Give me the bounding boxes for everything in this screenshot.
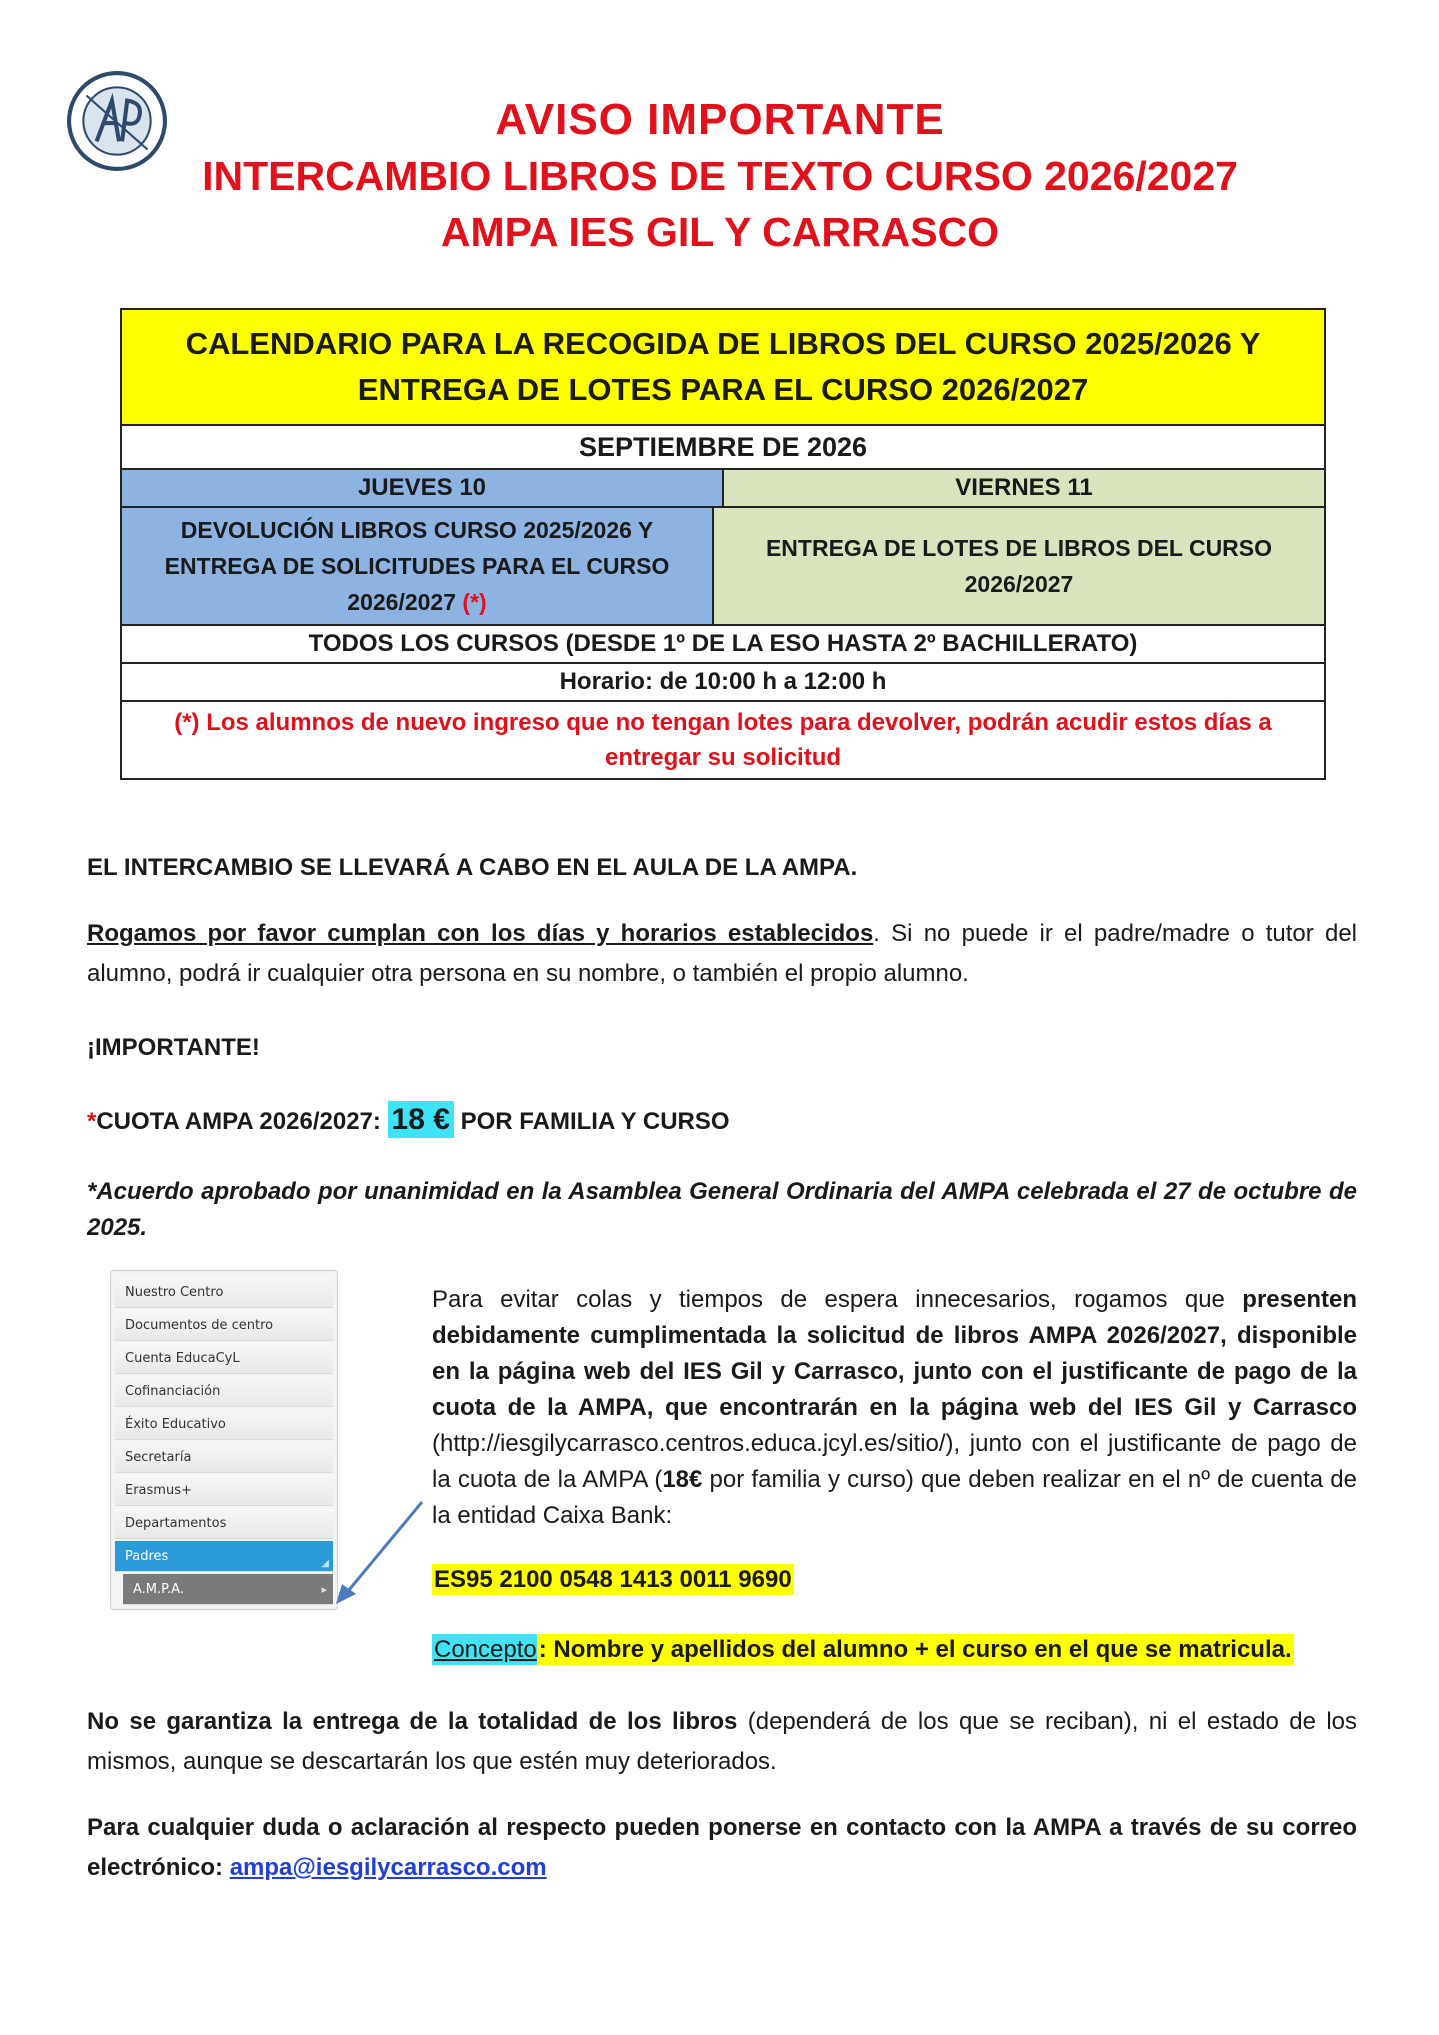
school-logo-icon <box>66 70 168 172</box>
calendar-activities-row <box>122 508 1324 626</box>
concept-text: : Nombre y apellidos del alumno + el curso en el que se matricula. <box>538 1636 1292 1663</box>
thursday-activity: DEVOLUCIÓN LIBROS CURSO 2025/2026 Y ENTREGA DE SOLICITUDES PARA EL CURSO 2026/2027 (*) <box>164 517 670 615</box>
concept-line <box>432 1630 1357 1670</box>
calendar-table <box>120 308 1326 780</box>
concept-label: Concepto <box>434 1636 537 1663</box>
iban-number: ES95 2100 0548 1413 0011 9690 <box>434 1566 792 1593</box>
day-friday: VIERNES 11 <box>724 470 1324 506</box>
menu-item-departamentos[interactable]: Departamentos <box>115 1508 333 1539</box>
menu-item-ampa[interactable]: A.M.P.A. ▸ <box>123 1574 333 1605</box>
menu-item-erasmus[interactable]: Erasmus+ <box>115 1475 333 1506</box>
title-ampa: AMPA IES GIL Y CARRASCO <box>440 209 1000 255</box>
important-label: ¡IMPORTANTE! <box>87 1034 260 1061</box>
menu-item-exito-educativo[interactable]: Éxito Educativo <box>115 1409 333 1440</box>
location-text: EL INTERCAMBIO SE LLEVARÁ A CABO EN EL AULA DE LA AMPA. <box>87 854 858 881</box>
website-menu-screenshot <box>110 1270 338 1610</box>
guarantee-paragraph: No se garantiza la entrega de la totalidad de los libros (dependerá de los que se reciban), ni el estado de los mismos, aunque se descartarán los que estén muy deteriorados. <box>87 1708 1357 1775</box>
calendar-footnote: (*) Los alumnos de nuevo ingreso que no tengan lotes para devolver, podrán acudir estos días a entregar su solicitud <box>174 709 1272 771</box>
contact-paragraph: Para cualquier duda o aclaración al respecto pueden ponerse en contacto con la AMPA a través de su correo electrónico: ampa@iesgilycarrasco.com <box>87 1814 1357 1881</box>
thursday-activity-cell <box>122 508 714 624</box>
menu-item-cofinanciacion[interactable]: Cofinanciación <box>115 1376 333 1407</box>
request-paragraph <box>87 914 1357 994</box>
calendar-hours: Horario: de 10:00 h a 12:00 h <box>122 664 1324 702</box>
calendar-days-row <box>122 470 1324 508</box>
arrow-pointer-icon <box>330 1496 430 1606</box>
day-thursday: JUEVES 10 <box>122 470 724 506</box>
menu-item-nuestro-centro[interactable]: Nuestro Centro <box>115 1277 333 1308</box>
menu-item-padres[interactable]: Padres ◢ <box>115 1541 333 1572</box>
fee-label: CUOTA AMPA 2026/2027: <box>96 1108 388 1135</box>
calendar-heading: CALENDARIO PARA LA RECOGIDA DE LIBROS DEL CURSO 2025/2026 Y ENTREGA DE LOTES PARA EL CURSO 2026/2027 <box>122 310 1324 426</box>
agreement-text: *Acuerdo aprobado por unanimidad en la Asamblea General Ordinaria del AMPA celebrada el 27 de octubre de 2025. <box>87 1178 1357 1241</box>
calendar-month: SEPTIEMBRE DE 2026 <box>122 426 1324 470</box>
friday-activity: ENTREGA DE LOTES DE LIBROS DEL CURSO 2026/2027 <box>714 508 1324 624</box>
iban-line <box>432 1560 1357 1600</box>
menu-item-secretaria[interactable]: Secretaría <box>115 1442 333 1473</box>
fee-amount: 18 € <box>388 1101 454 1138</box>
fee-star: * <box>87 1108 97 1135</box>
footnote-mark: (*) <box>462 589 487 615</box>
menu-item-documentos[interactable]: Documentos de centro <box>115 1310 333 1341</box>
title-exchange: INTERCAMBIO LIBROS DE TEXTO CURSO 2026/2027 <box>202 153 1238 199</box>
request-rest: . Si no puede ir el padre/madre o tutor del alumno, podrá ir cualquier otra persona en su nombre, o también el propio alumno. <box>87 920 1357 987</box>
fee-suffix: POR FAMILIA Y CURSO <box>453 1108 730 1135</box>
menu-item-cuenta-educacyl[interactable]: Cuenta EducaCyL <box>115 1343 333 1374</box>
email-link[interactable]: ampa@iesgilycarrasco.com <box>229 1854 547 1881</box>
title-notice: AVISO IMPORTANTE <box>495 95 945 144</box>
instructions-paragraph: Para evitar colas y tiempos de espera innecesarios, rogamos que presenten debidamente cumplimentada la solicitud de libros AMPA 2026/2027, disponible en la página web del IES Gil y Carrasco, junto con el justificante de pago de la cuota de la AMPA, que encontrarán en la página web del IES Gil y Carrasco (http://iesgilycarrasco.centros.educa.jcyl.es/sitio/), junto con el justificante de pago de la cuota de la AMPA (18€ por familia y curso) que deben realizar en el nº de cuenta de la entidad Caixa Bank: <box>432 1286 1357 1529</box>
calendar-all-courses: TODOS LOS CURSOS (DESDE 1º DE LA ESO HASTA 2º BACHILLERATO) <box>122 626 1324 664</box>
notice-titles <box>170 92 1270 260</box>
fee-line <box>87 1100 1357 1142</box>
request-underlined: Rogamos por favor cumplan con los días y horarios establecidos <box>87 920 874 947</box>
